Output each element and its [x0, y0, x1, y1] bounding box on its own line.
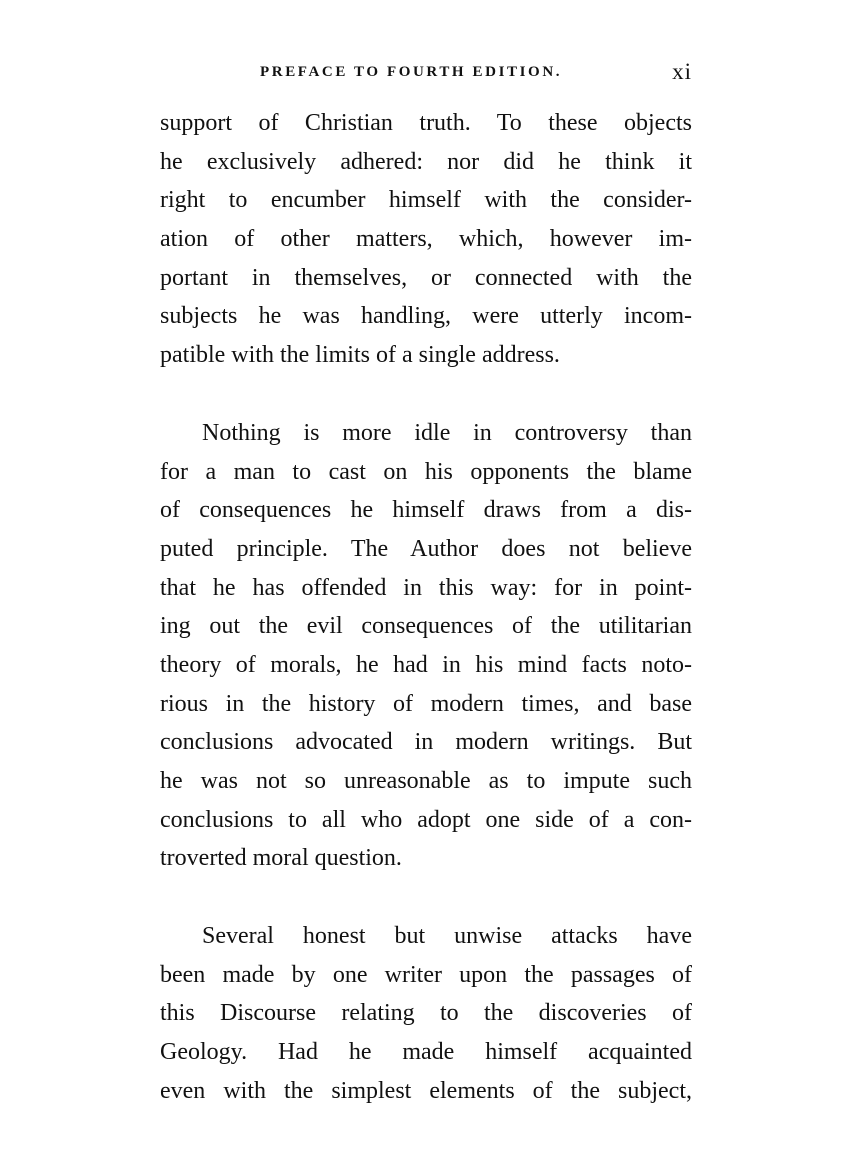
text-line: he was not so unreasonable as to impute such	[160, 768, 692, 794]
paragraph-gap	[160, 375, 692, 414]
body-text	[160, 104, 692, 1111]
text-line: Geology. Had he made himself acquainted	[160, 1039, 692, 1066]
text-line: portant in themselves, or connected with the	[160, 264, 692, 291]
text-line: for a man to cast on his opponents the blame	[160, 458, 692, 485]
paragraph-1	[160, 104, 692, 375]
paragraph-2	[160, 414, 692, 878]
text-line: even with the simplest elements of the subject,	[160, 1077, 692, 1104]
text-line: rious in the history of modern times, and base	[160, 690, 692, 717]
text-line: subjects he was handling, were utterly incom-	[160, 303, 692, 330]
running-title: PREFACE TO FOURTH EDITION.	[260, 64, 563, 80]
text-line: conclusions to all who adopt one side of a con-	[160, 806, 692, 833]
text-line: puted principle. The Author does not believe	[160, 535, 692, 562]
paragraph-3	[160, 917, 692, 1110]
text-line: troverted moral question.	[160, 845, 402, 872]
text-line: that he has offended in this way: for in point-	[160, 574, 692, 601]
text-line: support of Christian truth. To these objects	[160, 110, 692, 136]
text-line: of consequences he himself draws from a dis-	[160, 497, 692, 524]
text-line: right to encumber himself with the consider-	[160, 187, 692, 214]
text-line: ing out the evil consequences of the utilitarian	[160, 613, 692, 640]
text-line: theory of morals, he had in his mind facts noto-	[160, 651, 692, 678]
text-line: this Discourse relating to the discoveries of	[160, 1000, 692, 1027]
text-line: Several honest but unwise attacks have	[202, 923, 692, 950]
running-head	[160, 59, 692, 88]
paragraph-gap	[160, 878, 692, 917]
text-line: he exclusively adhered: nor did he think it	[160, 148, 692, 175]
text-line: Nothing is more idle in controversy than	[202, 419, 692, 446]
text-line: been made by one writer upon the passages of	[160, 961, 692, 988]
text-line: conclusions advocated in modern writings. But	[160, 729, 692, 756]
page-number: xi	[672, 59, 692, 84]
text-line: ation of other matters, which, however im-	[160, 226, 692, 253]
text-line: patible with the limits of a single address.	[160, 342, 560, 369]
